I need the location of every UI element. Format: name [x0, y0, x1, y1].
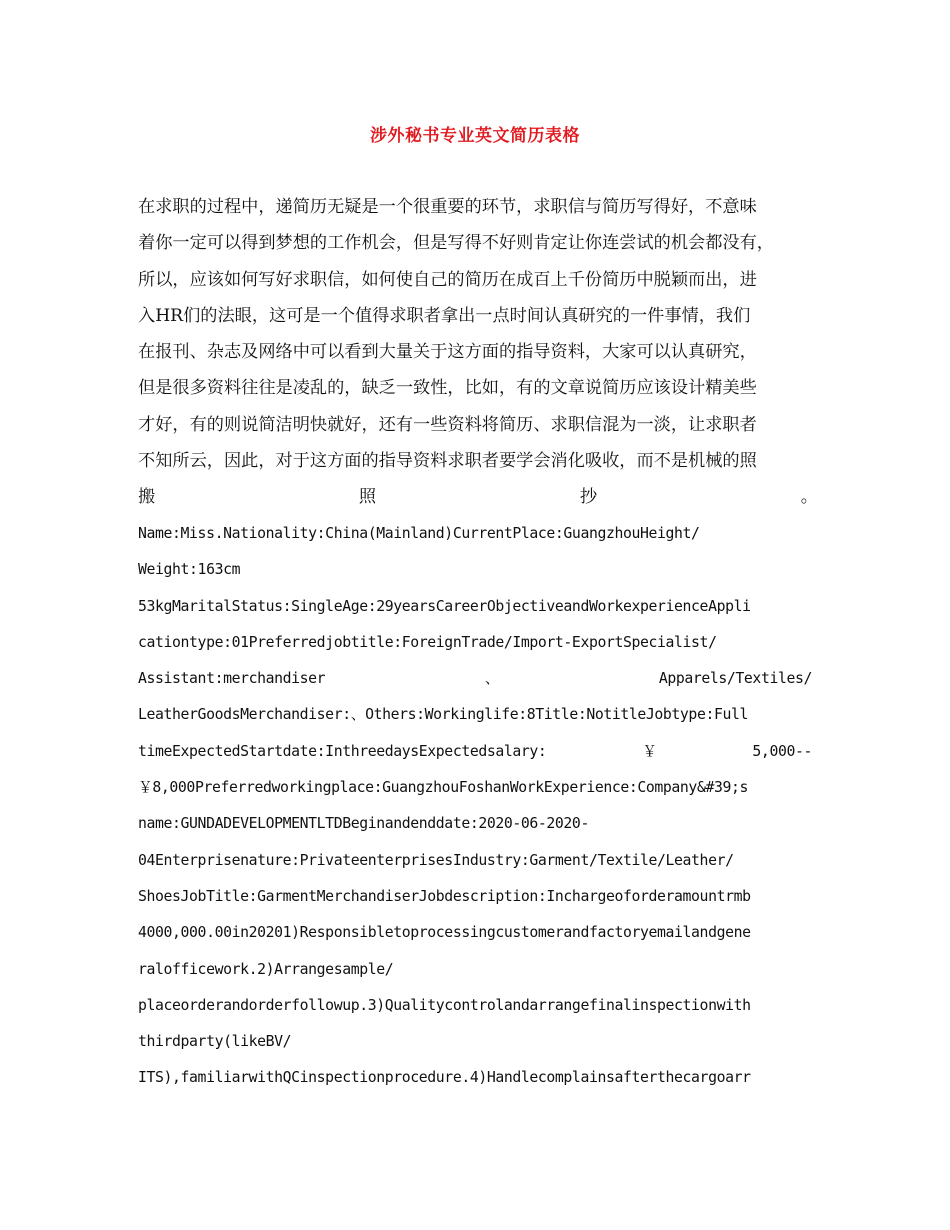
intro-line: 所以，应该如何写好求职信，如何使自己的简历在成百上千份简历中脱颖而出，进 [138, 269, 757, 290]
intro-word: 。 [800, 487, 818, 508]
intro-line: 在报刊、杂志及网络中可以看到大量关于这方面的指导资料，大家可以认真研究， [138, 342, 757, 363]
intro-line: 但是很多资料往往是凌乱的，缺乏一致性，比如，有的文章说简历应该设计精美些 [138, 378, 757, 399]
intro-last-line [138, 479, 818, 515]
intro-paragraph [138, 189, 818, 516]
resume-line: ￥8,000Preferredworkingplace:GuangzhouFoshanWorkExperience:Company&#39;s [138, 779, 748, 797]
resume-line: LeatherGoodsMerchandiser:、Others:Workinglife:8Title:NotitleJobtype:Full [138, 706, 748, 724]
intro-line: 才好，有的则说简洁明快就好，还有一些资料将简历、求职信混为一淡，让求职者 [138, 414, 757, 435]
resume-line: Name:Miss.Nationality:China(Mainland)CurrentPlace:GuangzhouHeight/ [138, 525, 700, 542]
intro-word: 照 [358, 487, 377, 508]
resume-line: 04Enterprisenature:PrivateenterprisesIndustry:Garment/Textile/Leather/ [138, 851, 734, 869]
resume-line: ITS),familiarwithQCinspectionprocedure.4)Handlecomplainsafterthecargoarr [138, 1069, 751, 1087]
resume-line: ShoesJobTitle:GarmentMerchandiserJobdescription:Inchargeoforderamountrmb [138, 887, 751, 905]
resume-fragment: 、 [484, 670, 500, 688]
resume-fragment: Apparels/Textiles/ [658, 670, 812, 688]
resume-line: thirdparty(likeBV/ [138, 1033, 292, 1051]
resume-line: placeorderandorderfollowup.3)Qualitycontrolandarrangefinalinspectionwith [138, 996, 751, 1014]
resume-body [138, 516, 818, 1097]
resume-line: name:GUNDADEVELOPMENTLTDBeginandenddate:2020-06-2020- [138, 815, 589, 833]
intro-word: 搬 [138, 487, 156, 508]
resume-fragment: 5,000-- [752, 742, 812, 760]
document-title: 涉外秘书专业英文简历表格 [370, 126, 580, 146]
intro-line: 着你一定可以得到梦想的工作机会，但是写得不好则肯定让你连尝试的机会都没有， [138, 233, 774, 254]
resume-line: 4000,000.00in20201)Responsibletoprocessingcustomerandfactoryemailandgene [138, 924, 751, 942]
resume-line: Weight:163cm [138, 561, 241, 579]
resume-fragment: ￥ [642, 742, 657, 760]
intro-line: 在求职的过程中，递简历无疑是一个很重要的环节，求职信与简历写得好，不意味 [138, 197, 757, 217]
resume-line: cationtype:01Preferredjobtitle:ForeignTrade/Import-ExportSpecialist/ [138, 633, 717, 651]
intro-line: 不知所云，因此，对于这方面的指导资料求职者要学会消化吸收，而不是机械的照 [138, 451, 757, 472]
resume-line-spread [138, 661, 812, 697]
resume-line-spread [138, 734, 812, 770]
resume-line: ralofficework.2)Arrangesample/ [138, 960, 394, 978]
intro-word: 抄 [579, 487, 598, 508]
resume-fragment: Assistant:merchandiser [138, 670, 326, 688]
resume-line: 53kgMaritalStatus:SingleAge:29yearsCareerObjectiveandWorkexperienceAppli [138, 597, 751, 615]
intro-line: 入HR们的法眼，这可是一个值得求职者拿出一点时间认真研究的一件事情，我们 [138, 305, 751, 326]
resume-fragment: timeExpectedStartdate:InthreedaysExpectedsalary: [138, 742, 547, 760]
